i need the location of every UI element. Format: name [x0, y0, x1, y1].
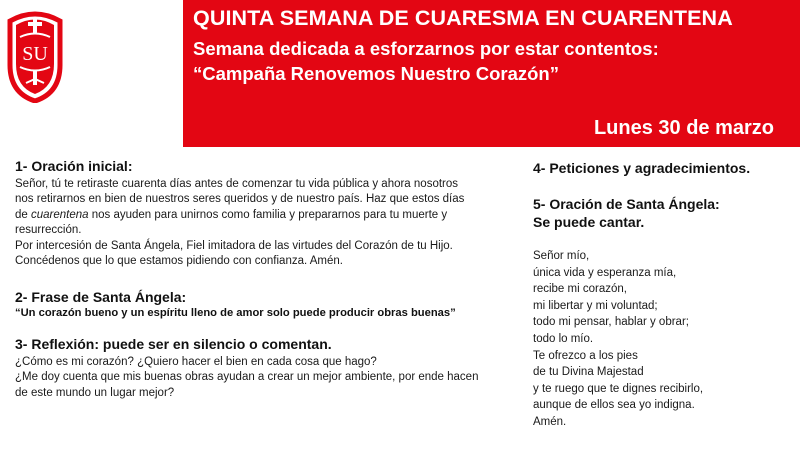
- section3-line3: de este mundo un lugar mejor?: [15, 386, 175, 399]
- section1-italic-word: cuarentena: [31, 208, 89, 221]
- section1-line2: nos retirarnos en bien de nuestros seres queridos y de nuestro país. Haz que estos días: [15, 193, 465, 206]
- poem-line: de tu Divina Majestad: [533, 366, 644, 379]
- section1-body: [15, 177, 464, 269]
- poem-line: mi libertar y mi voluntad;: [533, 299, 658, 312]
- poem-line: y te ruego que te dignes recibirlo,: [533, 382, 704, 395]
- poem-line: recibe mi corazón,: [533, 283, 627, 296]
- section4-heading: 4- Peticiones y agradecimientos.: [533, 160, 751, 176]
- section1-line4: resurrección.: [15, 224, 82, 237]
- section5-subheading: Se puede cantar.: [533, 214, 645, 230]
- header-banner: [183, 0, 800, 147]
- section1-line1: Señor, tú te retiraste cuarenta días antes de comenzar tu vida pública y ahora nosotros: [15, 178, 459, 190]
- poem-line: todo mi pensar, hablar y obrar;: [533, 316, 689, 329]
- section3-heading: 3- Reflexión: puede ser en silencio o comentan.: [15, 336, 332, 352]
- poem-line: Amén.: [533, 415, 567, 428]
- section1-line6: Concédenos que lo que estamos pidiendo con confianza. Amén.: [15, 255, 343, 268]
- su-logo: [6, 3, 64, 103]
- poem-line: única vida y esperanza mía,: [533, 266, 677, 279]
- section3-line1: ¿Cómo es mi corazón? ¿Quiero hacer el bien en cada cosa que hago?: [15, 356, 377, 368]
- section2-heading: 2- Frase de Santa Ángela:: [15, 289, 187, 305]
- banner-date: Lunes 30 de marzo: [593, 117, 774, 139]
- poem-line: Señor mío,: [533, 250, 590, 262]
- section2-quote: “Un corazón bueno y un espíritu lleno de amor solo puede producir obras buenas”: [15, 307, 456, 319]
- poem-line: Te ofrezco a los pies: [533, 349, 638, 362]
- section3-line2: ¿Me doy cuenta que mis buenas obras ayudan a crear un mejor ambiente, por ende hacen: [15, 371, 479, 384]
- banner-subtitle-1: Semana dedicada a esforzarnos por estar contentos:: [193, 38, 659, 59]
- section1-line3: de cuarentena nos ayuden para unirnos como familia y prepararnos para tu muerte y: [15, 208, 448, 221]
- section1-line5: Por intercesión de Santa Ángela, Fiel imitadora de las virtudes del Corazón de tu Hijo.: [15, 239, 453, 252]
- poem-line: todo lo mío.: [533, 332, 594, 345]
- section5-poem: [533, 248, 703, 431]
- banner-title: QUINTA SEMANA DE CUARESMA EN CUARENTENA: [193, 6, 733, 30]
- section5-heading: 5- Oración de Santa Ángela:: [533, 196, 720, 212]
- logo-text: SU: [22, 43, 48, 65]
- section3-body: [15, 355, 478, 401]
- section1-heading: 1- Oración inicial:: [15, 158, 133, 174]
- banner-subtitle-2: “Campaña Renovemos Nuestro Corazón”: [193, 63, 559, 84]
- poem-line: aunque de ellos sea yo indigna.: [533, 399, 695, 412]
